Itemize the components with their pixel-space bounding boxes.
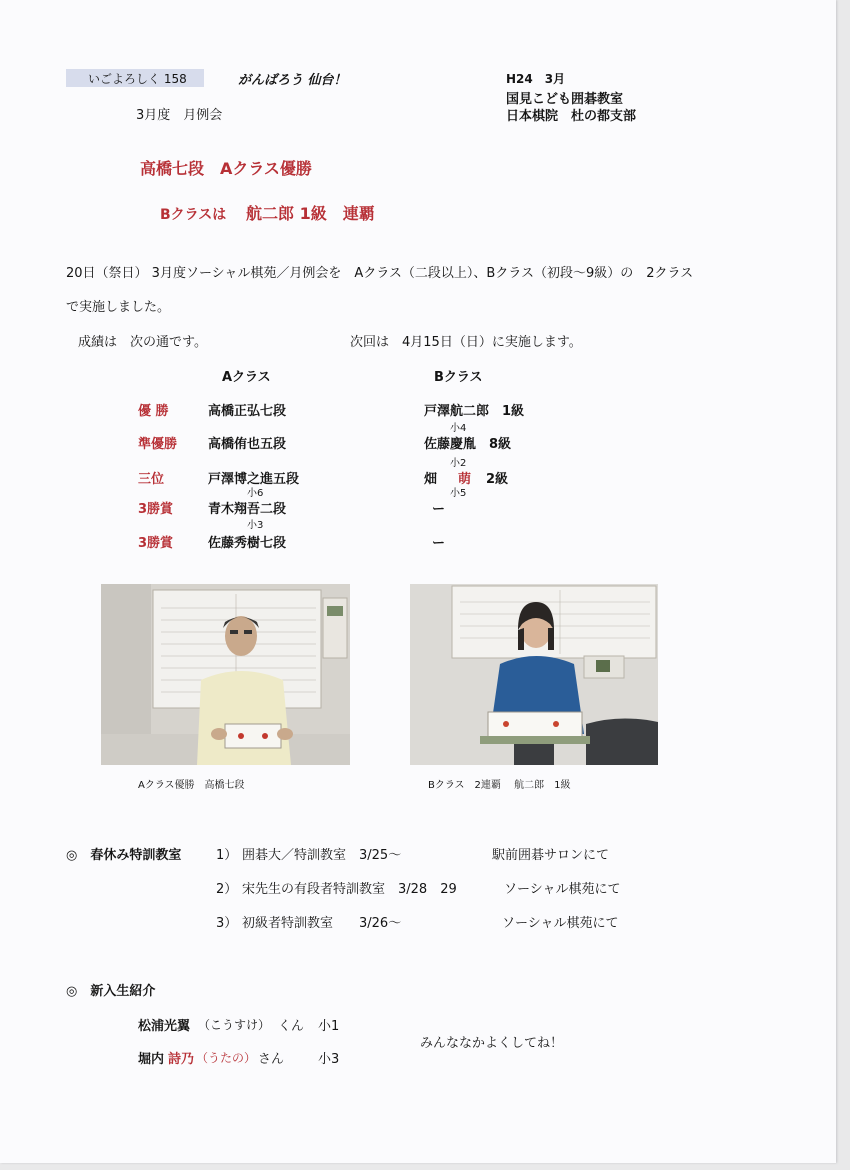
b-class-header: Bクラス [434, 370, 483, 385]
b-result-prefix: 畑 [424, 472, 438, 487]
photo-b-caption: Bクラス 2連覇 航二郎 1級 [428, 780, 571, 791]
headline-b-main: 航二郎 1級 連覇 [246, 204, 375, 223]
a-result: 高橋侑也五段 [208, 437, 287, 452]
intro-line1: 20日（祭日） 3月度ソーシャル棋苑／月例会を Aクラス（二段以上）、Bクラス（初段～9級）の 2クラス [66, 266, 694, 281]
a-result: 青木翔吾二段 [208, 502, 287, 517]
newcomer-name: 松浦光翼 [138, 1019, 191, 1034]
a-result: 高橋正弘七段 [208, 404, 287, 419]
results-label: 成績は 次の通です。 [78, 335, 207, 350]
spring-item-num: 2） [216, 882, 238, 897]
spring-item-name: 囲碁大／特訓教室 3/25～ [242, 848, 402, 863]
intro-line2: で実施しました。 [66, 300, 171, 315]
a-grade-note: 小6 [247, 488, 264, 499]
newcomers-section-title: ◎ 新入生紹介 [66, 984, 156, 999]
a-class-header: Aクラス [222, 370, 271, 385]
rank-label: 優 勝 [138, 404, 169, 419]
newcomer-grade: 小1 [318, 1019, 340, 1034]
spring-item-name: 宋先生の有段者特訓教室 3/28 29 [242, 882, 457, 897]
rank-label: 3勝賞 [138, 502, 174, 517]
rank-label: 三位 [138, 472, 165, 487]
a-grade-note: 小3 [247, 520, 264, 531]
b-grade-note: 小2 [450, 458, 467, 469]
headline-a: 高橋七段 Aクラス優勝 [140, 159, 312, 178]
welcome-message: みんななかよくしてね！ [420, 1036, 564, 1051]
a-result: 佐藤秀樹七段 [208, 536, 287, 551]
b-result: ー [432, 502, 446, 517]
newcomer-honorific: さん [258, 1052, 285, 1067]
b-result: 佐藤慶胤 8級 [424, 437, 512, 452]
spring-item-name: 初級者特訓教室 3/26～ [242, 916, 402, 931]
photo-b-class-winner [410, 584, 658, 765]
newcomer-given-name: 詩乃 [168, 1052, 195, 1067]
b-grade-note: 小4 [450, 423, 467, 434]
newcomer-grade: 小3 [318, 1052, 340, 1067]
b-result-suffix: 2級 [486, 472, 509, 487]
b-result-highlight: 萌 [458, 472, 472, 487]
b-result: ー [432, 536, 446, 551]
b-result: 戸澤航二郎 1級 [424, 404, 525, 419]
newcomer-reading: （こうすけ） [198, 1018, 271, 1032]
photo-a-caption: Aクラス優勝 高橋七段 [138, 780, 245, 791]
spring-item-num: 3） [216, 916, 238, 931]
spring-item-place: ソーシャル棋苑にて [502, 916, 619, 931]
rank-label: 準優勝 [138, 437, 178, 452]
page-subtitle: 3月度 月例会 [136, 108, 223, 123]
spring-item-place: ソーシャル棋苑にて [504, 882, 621, 897]
series-label: いごよろしく 158 [88, 72, 187, 86]
newcomer-honorific: くん [278, 1019, 305, 1034]
headline-b-prefix: Bクラスは [160, 207, 227, 223]
org-name: 国見こども囲碁教室 [506, 92, 624, 107]
next-session: 次回は 4月15日（日）に実施します。 [350, 335, 582, 350]
spring-item-num: 1） [216, 848, 238, 863]
b-grade-note: 小5 [450, 488, 467, 499]
photo-a-class-winner [101, 584, 350, 765]
rank-label: 3勝賞 [138, 536, 174, 551]
a-result: 戸澤博之進五段 [208, 472, 300, 487]
spring-section-title: ◎ 春休み特訓教室 [66, 848, 182, 863]
slogan: がんばろう 仙台！ [238, 73, 347, 88]
spring-item-place: 駅前囲碁サロンにて [492, 848, 610, 863]
newcomer-reading: （うたの） [196, 1051, 257, 1065]
header-date: H24 3月 [506, 72, 566, 86]
org-branch: 日本棋院 杜の都支部 [506, 109, 637, 124]
newcomer-surname: 堀内 [138, 1052, 165, 1067]
